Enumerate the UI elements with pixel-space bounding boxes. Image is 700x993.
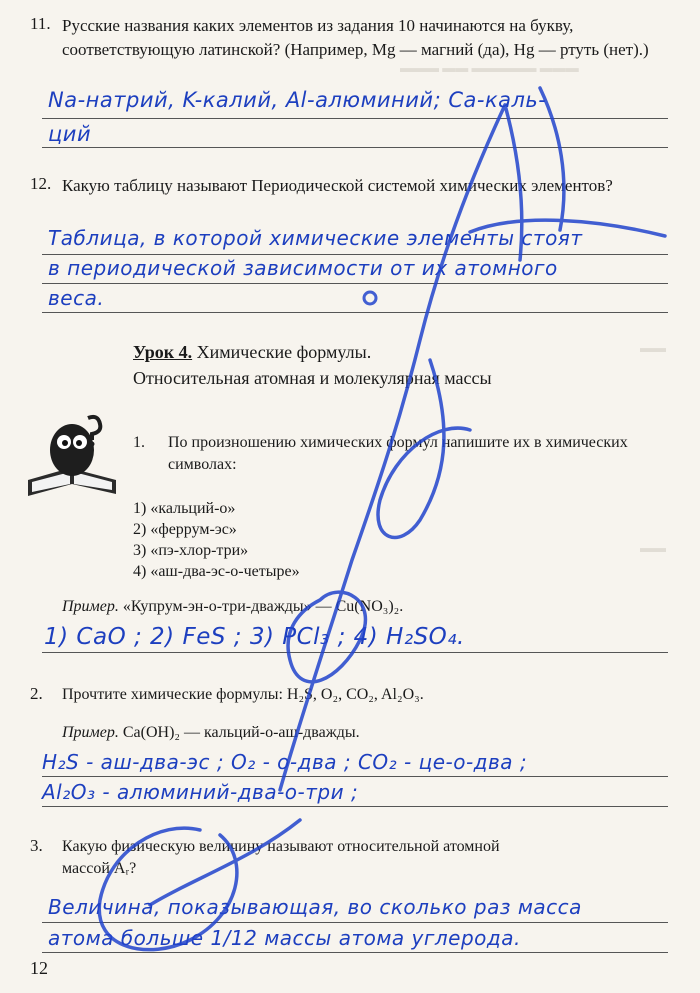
- q11-number: 11.: [30, 14, 51, 33]
- lesson-title2: Относительная атомная и молекулярная массы: [133, 368, 492, 388]
- task1-number: 1.: [133, 434, 145, 451]
- lesson-label: Урок 4.: [133, 342, 193, 362]
- q11-answer-line2: ций: [48, 122, 92, 146]
- q12-number: 12.: [30, 174, 52, 193]
- task3-text-line1: Какую физическую величину называют относительной атомной: [62, 838, 500, 855]
- task1-example-text: «Купрум-эн-о-три-дважды» — Cu(NO₃)₂.: [122, 598, 404, 615]
- task2-answer-line2: Al₂O₃ - алюминий-два-о-три ;: [42, 780, 359, 804]
- page-number: 12: [30, 958, 48, 978]
- task3-text-line2: массой Aᵣ?: [62, 860, 137, 877]
- task1-item-1: 1) «кальций-о»: [133, 500, 236, 517]
- q12-text: Какую таблицу называют Периодической системой химических элементов?: [62, 176, 613, 195]
- q12-answer-line1: Таблица, в которой химические элементы стоят: [48, 226, 583, 250]
- task1-item-4: 4) «аш-два-эс-о-четыре»: [133, 563, 300, 580]
- task1-example-label: Пример.: [62, 598, 119, 615]
- task1-item-3: 3) «пэ-хлор-три»: [133, 542, 249, 559]
- q12-answer-line3: веса.: [48, 286, 105, 310]
- bleed-through-text: ▬▬: [640, 540, 666, 555]
- task1-answer: 1) CaO ; 2) FeS ; 3) PCl₃ ; 4) H₂SO₄.: [44, 624, 465, 650]
- q11-answer-line1: Na-натрий, K-калий, Al-алюминий; Ca-каль-: [48, 88, 547, 112]
- task2-text: Прочтите химические формулы: H₂S, O₂, CO₂, Al₂O₃.: [62, 686, 424, 703]
- task2-number: 2.: [30, 684, 43, 703]
- q12-answer-line2: в периодической зависимости от их атомного: [48, 256, 558, 280]
- lesson-title1: Химические формулы.: [196, 342, 372, 362]
- bleed-through-text: ▬▬▬ ▬▬ ▬▬▬▬▬ ▬▬▬: [400, 60, 579, 75]
- task2-answer-line1: H₂S - аш-два-эс ; O₂ - о-два ; CO₂ - це-о-два ;: [42, 750, 528, 774]
- task2-example-text: Ca(OH)₂ — кальций-о-аш-дважды.: [122, 724, 360, 741]
- bleed-through-text: ▬▬: [640, 340, 666, 355]
- task3-answer-line1: Величина, показывающая, во сколько раз масса: [48, 895, 582, 919]
- q11-text: Русские названия каких элементов из задания 10 начинаются на букву, соответствующую латинской? (Например, Mg — магний (да), Hg — ртуть (нет).): [62, 16, 649, 59]
- task3-answer-line2: атома больше 1/12 массы атома углерода.: [48, 926, 521, 950]
- task3-number: 3.: [30, 836, 43, 855]
- task1-text: По произношению химических формул напишите их в химических символах:: [168, 434, 628, 473]
- task2-example-label: Пример.: [62, 724, 119, 741]
- task1-item-2: 2) «феррум-эс»: [133, 521, 237, 538]
